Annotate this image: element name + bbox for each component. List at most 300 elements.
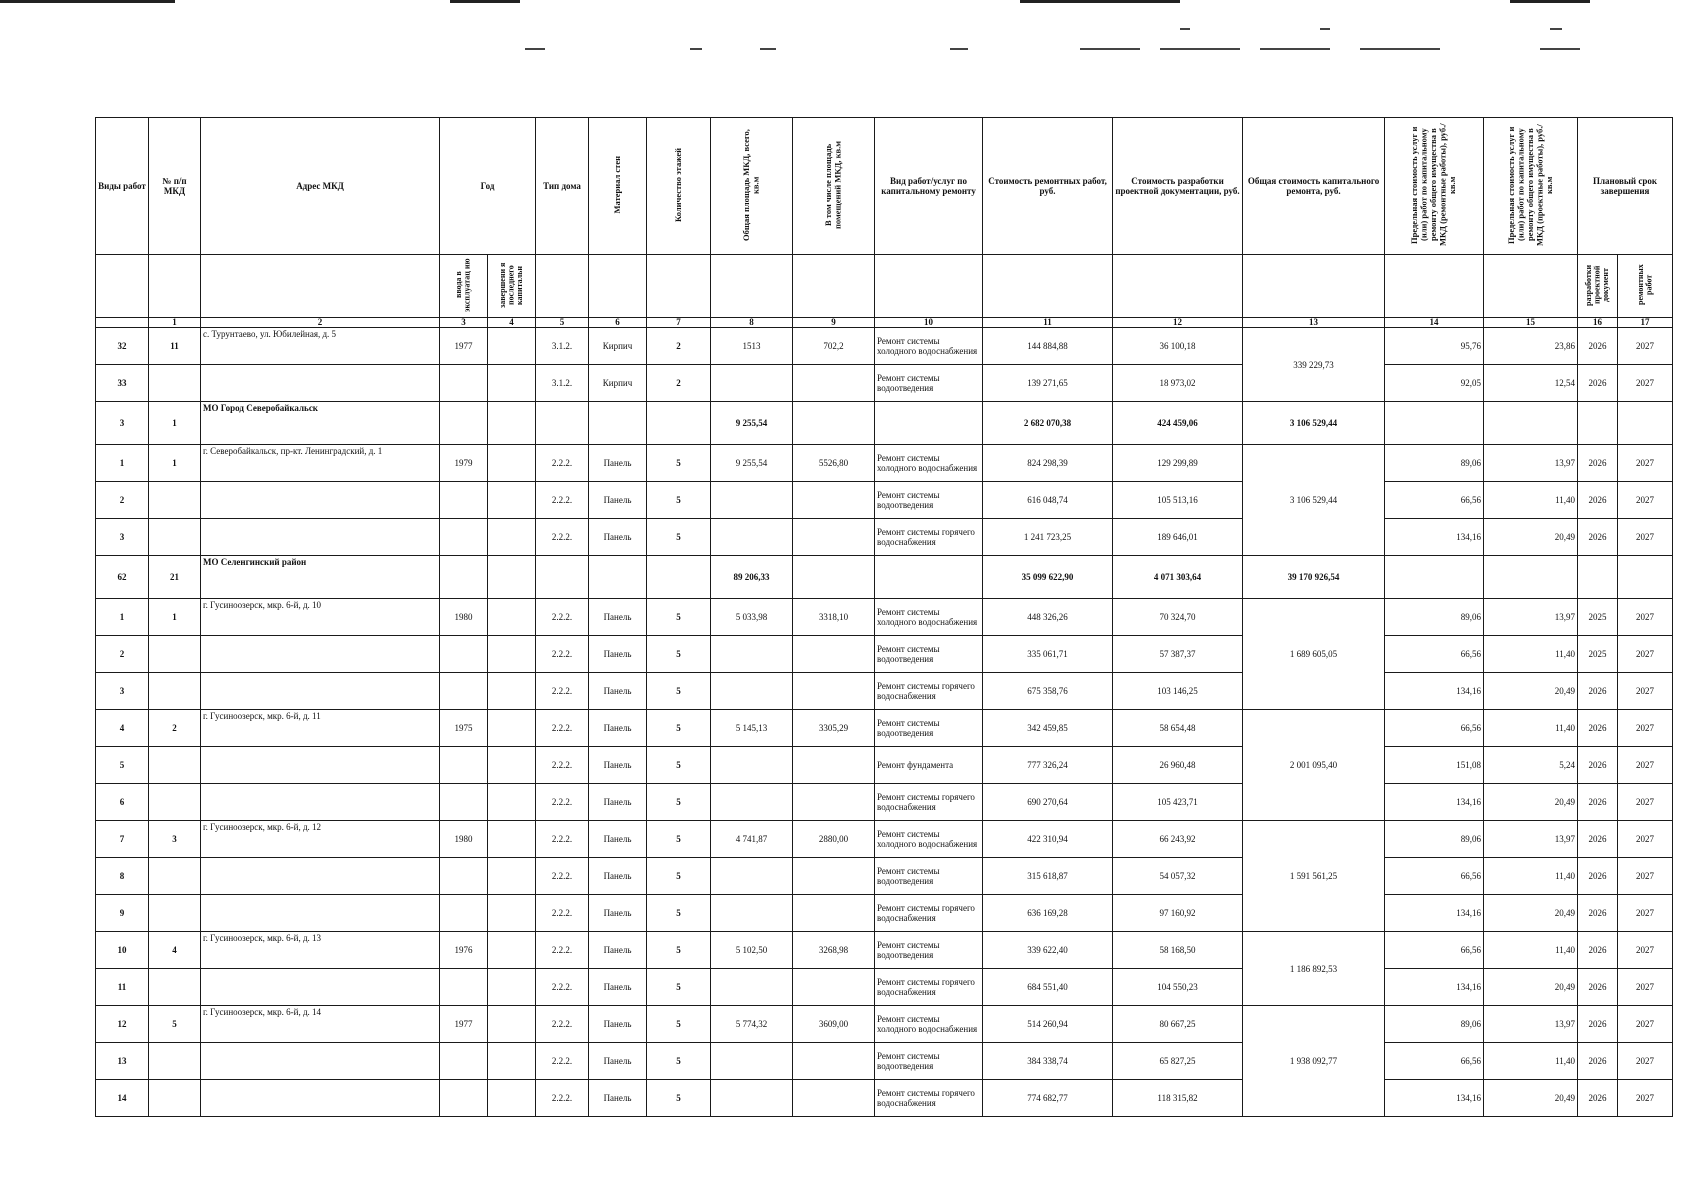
work-number: 3 [96,673,149,710]
floors: 2 [647,328,711,365]
mkd-number [149,747,201,784]
scan-artifact [1080,48,1140,50]
year-commission [440,784,488,821]
header-row [96,118,1673,255]
limit-repair: 66,56 [1385,636,1484,673]
total-area: 5 145,13 [711,710,793,747]
address [201,482,440,519]
year-last-repair [488,969,536,1006]
address: г. Гусиноозерск, мкр. 6-й, д. 10 [201,599,440,636]
column-number: 5 [536,318,589,328]
wall-material: Панель [589,1043,647,1080]
municipality-row [96,402,1673,445]
capital-repair-table [95,117,1673,1117]
wall-material: Панель [589,747,647,784]
limit-repair: 134,16 [1385,1080,1484,1117]
work-count: 3 [96,402,149,445]
work-kind: Ремонт системы горячего водоснабжения [875,969,983,1006]
house-type: 2.2.2. [536,673,589,710]
total-area: 4 741,87 [711,821,793,858]
empty-cell [647,402,711,445]
year-last-repair [488,784,536,821]
work-kind: Ремонт системы водоотведения [875,710,983,747]
floors: 5 [647,1006,711,1043]
table-row [96,895,1673,932]
limit-design: 12,54 [1484,365,1578,402]
limit-repair: 134,16 [1385,784,1484,821]
scan-artifact [525,48,545,50]
wall-material: Панель [589,784,647,821]
top-edge-mark [1020,0,1180,3]
deadline-design: 2026 [1578,747,1618,784]
repair-cost: 422 310,94 [983,821,1113,858]
house-type: 2.2.2. [536,1080,589,1117]
design-cost: 129 299,89 [1113,445,1243,482]
work-number: 8 [96,858,149,895]
repair-cost: 636 169,28 [983,895,1113,932]
empty-cell [647,556,711,599]
table-row [96,1043,1673,1080]
wall-material: Панель [589,932,647,969]
col-address-header: Адрес МКД [201,118,440,255]
year-commission [440,895,488,932]
total-area: 5 102,50 [711,932,793,969]
column-number: 11 [983,318,1113,328]
total-cost: 3 106 529,44 [1243,445,1385,556]
limit-repair: 66,56 [1385,710,1484,747]
deadline-design: 2026 [1578,328,1618,365]
deadline-design: 2026 [1578,895,1618,932]
column-number: 17 [1618,318,1673,328]
wall-material: Кирпич [589,328,647,365]
total-area [711,858,793,895]
empty-cell [589,402,647,445]
work-number: 6 [96,784,149,821]
total-cost: 1 186 892,53 [1243,932,1385,1006]
design-cost: 66 243,92 [1113,821,1243,858]
work-number: 1 [96,445,149,482]
address [201,858,440,895]
empty-cell [793,402,875,445]
premises-area [793,969,875,1006]
col-deadline-header: Плановый срок завершения [1578,118,1673,255]
subheader-empty [1113,255,1243,318]
address [201,365,440,402]
repair-cost: 448 326,26 [983,599,1113,636]
work-kind: Ремонт системы горячего водоснабжения [875,673,983,710]
repair-cost: 1 241 723,25 [983,519,1113,556]
work-kind: Ремонт системы водоотведения [875,482,983,519]
work-number: 9 [96,895,149,932]
mkd-number [149,636,201,673]
year-last-repair [488,858,536,895]
address [201,747,440,784]
wall-material: Панель [589,1006,647,1043]
limit-repair: 134,16 [1385,673,1484,710]
table-row [96,710,1673,747]
total-area [711,895,793,932]
wall-material: Панель [589,895,647,932]
col-limit-repair-label: Предельная стоимость услуг и (или) работ по капитальному ремонту общего имущества в МКД (ремонтные работы), руб./кв.м [1409,123,1458,247]
premises-area: 3268,98 [793,932,875,969]
floors: 2 [647,365,711,402]
total-area: 9 255,54 [711,402,793,445]
total-cost: 2 001 095,40 [1243,710,1385,821]
address: г. Гусиноозерск, мкр. 6-й, д. 11 [201,710,440,747]
col-limit-design-label: Предельная стоимость услуг и (или) работ по капитальному ремонту общего имущества в МКД (проектные работы), руб./кв.м [1505,124,1554,246]
design-cost: 97 160,92 [1113,895,1243,932]
house-type: 2.2.2. [536,784,589,821]
wall-material: Панель [589,821,647,858]
year-commission [440,636,488,673]
mkd-number: 3 [149,821,201,858]
total-cost: 39 170 926,54 [1243,556,1385,599]
deadline-repair: 2027 [1618,328,1673,365]
design-cost: 57 387,37 [1113,636,1243,673]
house-type: 3.1.2. [536,328,589,365]
deadline-repair: 2027 [1618,636,1673,673]
premises-area [793,895,875,932]
year-last-repair [488,482,536,519]
subheader-empty [983,255,1113,318]
work-kind: Ремонт системы холодного водоснабжения [875,445,983,482]
limit-design: 13,97 [1484,445,1578,482]
deadline-repair: 2027 [1618,969,1673,1006]
mkd-number [149,519,201,556]
table-row [96,969,1673,1006]
floors: 5 [647,969,711,1006]
municipality-name: МО Город Северобайкальск [201,402,440,445]
table-row [96,519,1673,556]
limit-repair: 66,56 [1385,858,1484,895]
floors: 5 [647,710,711,747]
table-row [96,1006,1673,1043]
mkd-number [149,969,201,1006]
empty-cell [1578,402,1618,445]
deadline-repair: 2027 [1618,599,1673,636]
subheader-empty [1484,255,1578,318]
year-last-repair [488,821,536,858]
year-commission [440,1043,488,1080]
work-kind: Ремонт системы холодного водоснабжения [875,599,983,636]
premises-area [793,747,875,784]
deadline-repair: 2027 [1618,1006,1673,1043]
premises-area [793,365,875,402]
repair-cost: 384 338,74 [983,1043,1113,1080]
deadline-design: 2026 [1578,1043,1618,1080]
empty-cell [1385,402,1484,445]
premises-area: 702,2 [793,328,875,365]
column-number: 9 [793,318,875,328]
table-row [96,365,1673,402]
table-row [96,1080,1673,1117]
work-number: 32 [96,328,149,365]
work-kind: Ремонт системы водоотведения [875,858,983,895]
repair-cost: 774 682,77 [983,1080,1113,1117]
total-area [711,784,793,821]
premises-area [793,519,875,556]
limit-repair: 66,56 [1385,932,1484,969]
address [201,1043,440,1080]
column-number: 15 [1484,318,1578,328]
total-cost: 1 938 092,77 [1243,1006,1385,1117]
empty-cell [1484,556,1578,599]
design-cost: 105 423,71 [1113,784,1243,821]
work-kind: Ремонт системы водоотведения [875,932,983,969]
column-number: 6 [589,318,647,328]
subheader-row [96,255,1673,318]
top-edge-mark [1510,0,1590,3]
empty-cell [440,556,488,599]
floors: 5 [647,1080,711,1117]
repair-cost: 315 618,87 [983,858,1113,895]
wall-material: Панель [589,673,647,710]
work-kind: Ремонт системы водоотведения [875,636,983,673]
deadline-repair: 2027 [1618,895,1673,932]
deadline-design: 2026 [1578,482,1618,519]
work-number: 5 [96,747,149,784]
total-area [711,1043,793,1080]
house-type: 2.2.2. [536,1006,589,1043]
total-area [711,365,793,402]
repair-cost: 675 358,76 [983,673,1113,710]
work-number: 14 [96,1080,149,1117]
table-body [96,328,1673,1117]
year-last-repair [488,710,536,747]
repair-cost: 339 622,40 [983,932,1113,969]
limit-design: 13,97 [1484,599,1578,636]
work-number: 4 [96,710,149,747]
column-number: 1 [149,318,201,328]
year-last-repair [488,328,536,365]
design-cost: 118 315,82 [1113,1080,1243,1117]
house-type: 2.2.2. [536,747,589,784]
year-commission: 1980 [440,821,488,858]
premises-area: 3318,10 [793,599,875,636]
empty-cell [440,402,488,445]
design-cost: 103 146,25 [1113,673,1243,710]
mkd-number: 4 [149,932,201,969]
work-kind: Ремонт системы водоотведения [875,1043,983,1080]
design-cost: 18 973,02 [1113,365,1243,402]
subheader-empty [589,255,647,318]
col-year-last-repair-label: завершени я последнего капитальн [497,262,524,308]
limit-design: 20,49 [1484,673,1578,710]
repair-cost: 684 551,40 [983,969,1113,1006]
repair-cost: 824 298,39 [983,445,1113,482]
work-kind: Ремонт системы горячего водоснабжения [875,784,983,821]
mkd-number [149,365,201,402]
work-kind: Ремонт системы холодного водоснабжения [875,821,983,858]
deadline-repair: 2027 [1618,482,1673,519]
empty-cell [1578,556,1618,599]
subheader-empty [96,255,149,318]
design-cost: 58 168,50 [1113,932,1243,969]
subheader-empty [201,255,440,318]
year-commission: 1979 [440,445,488,482]
design-cost: 58 654,48 [1113,710,1243,747]
limit-design: 11,40 [1484,482,1578,519]
floors: 5 [647,599,711,636]
work-number: 12 [96,1006,149,1043]
col-wall-material-header [589,118,647,255]
column-number: 4 [488,318,536,328]
house-type: 2.2.2. [536,710,589,747]
table-row [96,932,1673,969]
subheader-empty [793,255,875,318]
premises-area: 3305,29 [793,710,875,747]
floors: 5 [647,821,711,858]
limit-design: 11,40 [1484,710,1578,747]
premises-area [793,1080,875,1117]
floors: 5 [647,747,711,784]
year-last-repair [488,747,536,784]
design-cost: 4 071 303,64 [1113,556,1243,599]
house-type: 2.2.2. [536,932,589,969]
empty-cell [488,556,536,599]
repair-cost: 616 048,74 [983,482,1113,519]
empty-cell [589,556,647,599]
table-row [96,821,1673,858]
subheader-empty [1385,255,1484,318]
mkd-count: 21 [149,556,201,599]
deadline-design: 2026 [1578,1006,1618,1043]
subheader-empty [711,255,793,318]
floors: 5 [647,519,711,556]
empty-cell [536,402,589,445]
deadline-design: 2026 [1578,445,1618,482]
year-last-repair [488,519,536,556]
premises-area [793,784,875,821]
col-design-cost-header: Стоимость разработки проектной документации, руб. [1113,118,1243,255]
limit-repair: 134,16 [1385,895,1484,932]
col-deadline-design-header [1578,255,1618,318]
work-number: 13 [96,1043,149,1080]
scan-artifact [760,48,776,50]
work-number: 3 [96,519,149,556]
mkd-number: 1 [149,599,201,636]
work-number: 2 [96,482,149,519]
deadline-design: 2026 [1578,1080,1618,1117]
table-row [96,673,1673,710]
house-type: 2.2.2. [536,858,589,895]
work-kind: Ремонт системы горячего водоснабжения [875,895,983,932]
scan-artifact [950,48,968,50]
mkd-count: 1 [149,402,201,445]
year-commission [440,969,488,1006]
mkd-number [149,1043,201,1080]
column-number: 10 [875,318,983,328]
repair-cost: 35 099 622,90 [983,556,1113,599]
total-area [711,969,793,1006]
year-last-repair [488,932,536,969]
design-cost: 104 550,23 [1113,969,1243,1006]
mkd-number: 5 [149,1006,201,1043]
col-mkd-number-header: № п/п МКД [149,118,201,255]
scan-artifact [1550,28,1562,30]
table-row [96,636,1673,673]
repair-cost: 139 271,65 [983,365,1113,402]
total-area [711,636,793,673]
deadline-repair: 2027 [1618,821,1673,858]
wall-material: Панель [589,636,647,673]
limit-design: 11,40 [1484,932,1578,969]
deadline-repair: 2027 [1618,858,1673,895]
table-row [96,599,1673,636]
work-kind: Ремонт системы холодного водоснабжения [875,1006,983,1043]
deadline-design: 2026 [1578,858,1618,895]
year-commission [440,858,488,895]
table-row [96,482,1673,519]
col-deadline-repair-header [1618,255,1673,318]
deadline-repair: 2027 [1618,1080,1673,1117]
repair-cost: 335 061,71 [983,636,1113,673]
year-last-repair [488,1043,536,1080]
floors: 5 [647,858,711,895]
column-number: 2 [201,318,440,328]
limit-repair: 89,06 [1385,1006,1484,1043]
limit-repair: 89,06 [1385,821,1484,858]
limit-design: 11,40 [1484,1043,1578,1080]
deadline-repair: 2027 [1618,710,1673,747]
design-cost: 80 667,25 [1113,1006,1243,1043]
premises-area [793,1043,875,1080]
deadline-repair: 2027 [1618,784,1673,821]
year-last-repair [488,365,536,402]
year-last-repair [488,895,536,932]
house-type: 2.2.2. [536,636,589,673]
mkd-number: 2 [149,710,201,747]
address [201,1080,440,1117]
column-number [96,318,149,328]
floors: 5 [647,445,711,482]
wall-material: Панель [589,1080,647,1117]
mkd-number [149,673,201,710]
scan-artifact [1260,48,1330,50]
deadline-repair: 2027 [1618,519,1673,556]
work-count: 62 [96,556,149,599]
limit-design: 20,49 [1484,784,1578,821]
work-number: 7 [96,821,149,858]
premises-area: 2880,00 [793,821,875,858]
empty-cell [875,556,983,599]
deadline-design: 2026 [1578,821,1618,858]
total-cost: 1 689 605,05 [1243,599,1385,710]
column-number: 14 [1385,318,1484,328]
premises-area [793,636,875,673]
total-area: 1513 [711,328,793,365]
mkd-number [149,482,201,519]
col-deadline-repair-label: ремонтных работ [1635,264,1654,306]
year-commission: 1975 [440,710,488,747]
col-total-area-header [711,118,793,255]
limit-repair: 95,76 [1385,328,1484,365]
house-type: 2.2.2. [536,445,589,482]
total-area [711,482,793,519]
scan-artifact [1160,48,1240,50]
house-type: 2.2.2. [536,599,589,636]
year-commission [440,519,488,556]
empty-cell [536,556,589,599]
deadline-design: 2026 [1578,969,1618,1006]
address [201,784,440,821]
design-cost: 189 646,01 [1113,519,1243,556]
floors: 5 [647,932,711,969]
year-last-repair [488,599,536,636]
subheader-empty [647,255,711,318]
wall-material: Кирпич [589,365,647,402]
address: г. Гусиноозерск, мкр. 6-й, д. 12 [201,821,440,858]
